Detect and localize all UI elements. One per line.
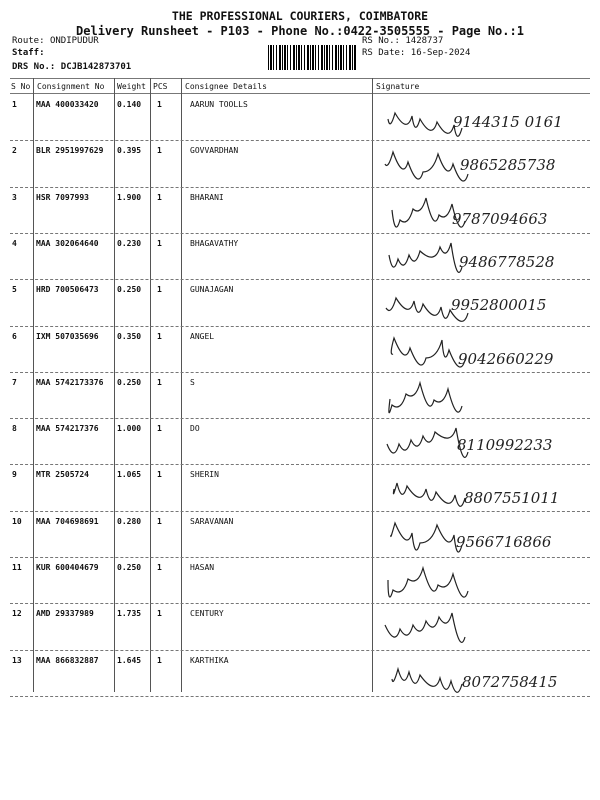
cell-consignment-no: MAA 5742173376 [36,377,104,387]
cell-pcs: 1 [157,563,162,572]
rs-date-value: 16-Sep-2024 [410,48,471,58]
col-header-pcs: PCS [153,82,168,91]
staff-label: Staff: [12,48,45,58]
rs-no-value: 1428737 [405,36,444,46]
barcode [268,45,356,70]
cell-consignment-no: BLR 2951997629 [36,146,104,156]
signature-cell [380,281,585,325]
cell-sno: 9 [12,470,17,480]
table-row [0,140,600,187]
table-row [0,511,600,558]
cell-weight: 0.395 [117,146,142,156]
signature-phone-text: 9042660229 [458,349,554,368]
cell-sno: 10 [12,516,22,526]
col-header-sno: S No [11,82,31,91]
cell-weight: 0.250 [117,563,142,572]
cell-sno: 4 [12,238,17,248]
cell-consignee: S [190,377,195,387]
cell-consignee: GOVVARDHAN [190,146,239,156]
cell-weight: 1.000 [117,424,142,434]
cell-sno: 8 [12,424,17,434]
cell-pcs: 1 [157,377,162,387]
cell-consignment-no: KUR 600404679 [36,563,99,572]
cell-weight: 0.250 [117,377,142,387]
cell-pcs: 1 [157,238,162,248]
cell-consignee: BHAGAVATHY [190,238,239,248]
cell-consignee: SARAVANAN [190,516,234,526]
signature-phone-text: 9566716866 [456,532,552,551]
cell-weight: 1.900 [117,192,142,202]
table-top-border [10,78,590,79]
cell-consignee: AARUN TOOLLS [190,100,248,109]
signature-cell [380,189,585,233]
signature-cell [380,96,585,140]
signature-scribble [380,374,585,418]
col-header-consignee: Consignee Details [185,82,267,91]
cell-pcs: 1 [157,655,162,665]
drs-value: DCJB142873701 [60,62,132,72]
cell-pcs: 1 [157,470,162,480]
table-row [0,187,600,234]
rs-no-line [362,36,443,46]
cell-consignee: BHARANI [190,192,224,202]
signature-scribble [380,605,585,649]
signature-phone-text: 8072758415 [462,672,558,691]
signature-cell [380,466,585,510]
cell-pcs: 1 [157,100,162,109]
cell-consignee: KARTHIKA [190,655,229,665]
cell-pcs: 1 [157,192,162,202]
col-header-signature: Signature [376,82,420,91]
signature-cell [380,605,585,649]
cell-consignment-no: MAA 866832887 [36,655,99,665]
company-title: THE PROFESSIONAL COURIERS, COIMBATORE [171,9,429,23]
cell-sno: 6 [12,331,17,341]
col-header-consignment: Consignment No [37,82,105,91]
table-row [0,464,600,511]
signature-phone-text: 8807551011 [464,489,560,508]
signature-cell [380,559,585,603]
cell-consignee: ANGEL [190,331,215,341]
cell-sno: 12 [12,609,22,619]
cell-consignment-no: MAA 574217376 [36,424,99,434]
cell-sno: 3 [12,192,17,202]
cell-sno: 13 [12,655,22,665]
cell-consignment-no: MAA 704698691 [36,516,99,526]
cell-weight: 0.250 [117,285,142,295]
cell-consignee: GUNAJAGAN [190,285,234,295]
cell-consignment-no: HRD 700506473 [36,285,99,295]
row-divider [10,696,590,697]
cell-consignee: DO [190,424,200,434]
signature-cell [380,652,585,696]
signature-cell [380,420,585,464]
signature-phone-text: 9865285738 [460,156,556,175]
cell-weight: 1.645 [117,655,142,665]
signature-phone-text: 9787094663 [452,209,548,228]
table-row [0,650,600,697]
table-row [0,326,600,373]
cell-pcs: 1 [157,146,162,156]
signature-phone-text: 8110992233 [457,436,553,455]
table-row [0,603,600,650]
route-value: ONDIPUDUR [49,36,99,46]
col-header-weight: Weight [117,82,146,91]
cell-consignment-no: HSR 7097993 [36,192,89,202]
signature-cell [380,235,585,279]
cell-consignee: CENTURY [190,609,224,619]
table-row [0,557,600,604]
cell-pcs: 1 [157,424,162,434]
cell-consignment-no: IXM 507035696 [36,331,99,341]
route-label: Route: [12,36,45,46]
cell-sno: 2 [12,146,17,156]
cell-weight: 0.140 [117,100,142,109]
cell-pcs: 1 [157,285,162,295]
signature-cell [380,328,585,372]
cell-pcs: 1 [157,516,162,526]
table-row [0,372,600,419]
cell-weight: 0.280 [117,516,142,526]
signature-scribble [380,559,585,603]
route-line [12,36,99,46]
cell-consignment-no: MAA 302064640 [36,238,99,248]
signature-phone-text: 9486778528 [459,252,555,271]
signature-cell [380,374,585,418]
cell-sno: 7 [12,377,17,387]
signature-cell [380,513,585,557]
cell-consignee: HASAN [190,563,215,572]
signature-phone-text: 9952800015 [451,296,547,315]
cell-consignee: SHERIN [190,470,219,480]
cell-pcs: 1 [157,609,162,619]
table-row [0,279,600,326]
cell-weight: 0.350 [117,331,142,341]
cell-sno: 5 [12,285,17,295]
cell-consignment-no: MAA 400033420 [36,100,99,109]
table-row [0,94,600,141]
rs-date-line [362,48,470,58]
cell-consignment-no: AMD 29337989 [36,609,94,619]
signature-cell [380,142,585,186]
table-row [0,233,600,280]
signature-phone-text: 9144315 0161 [453,113,563,131]
drs-label: DRS No.: [12,62,56,72]
rs-date-label: RS Date: [362,48,406,58]
table-row [0,418,600,465]
cell-consignment-no: MTR 2505724 [36,470,89,480]
cell-weight: 1.065 [117,470,142,480]
cell-weight: 0.230 [117,238,142,248]
cell-weight: 1.735 [117,609,142,619]
rs-no-label: RS No.: [362,36,400,46]
runsheet-subtitle: Delivery Runsheet - P103 - Phone No.:0422-3505555 - Page No.:1 [76,24,524,38]
cell-sno: 1 [12,100,17,109]
drs-line [12,62,131,72]
cell-sno: 11 [12,563,22,572]
cell-pcs: 1 [157,331,162,341]
